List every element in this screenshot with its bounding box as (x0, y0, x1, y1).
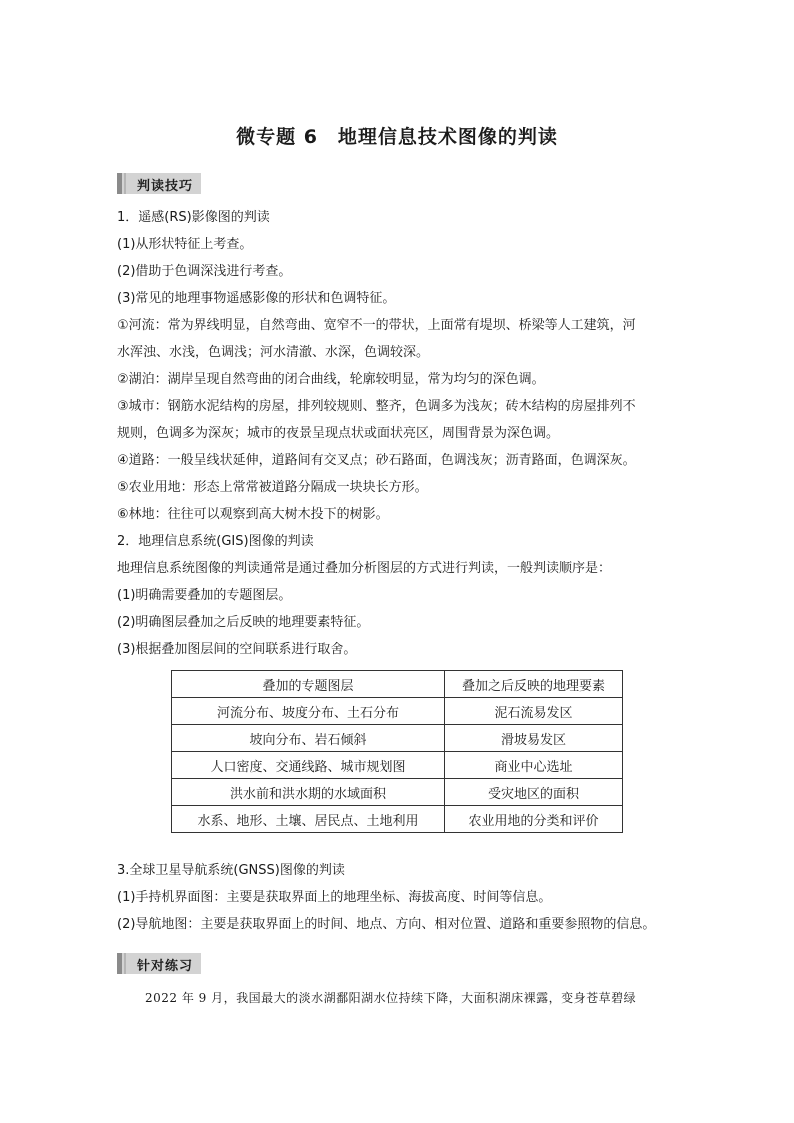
section-badge-practice (117, 953, 201, 974)
table-row (172, 752, 623, 779)
table-cell: 洪水前和洪水期的水域面积 (172, 779, 445, 806)
gis-overlay-table (171, 670, 623, 833)
exercise-text: 2022 年 9 月，我国最大的淡水湖鄱阳湖水位持续下降，大面积湖床裸露，变身苍草碧绿 (145, 991, 637, 1005)
table-header-row (172, 671, 623, 698)
rs-city-line-1: ③城市：钢筋水泥结构的房屋，排列较规则、整齐，色调多为浅灰；砖木结构的房屋排列不 (117, 399, 636, 414)
gis-heading: 2．地理信息系统(GIS)图像的判读 (117, 534, 314, 549)
table-cell: 水系、地形、土壤、居民点、土地利用 (172, 806, 445, 833)
table-cell: 受灾地区的面积 (445, 779, 623, 806)
table-cell: 农业用地的分类和评价 (445, 806, 623, 833)
rs-farm: ⑤农业用地：形态上常常被道路分隔成一块块长方形。 (117, 480, 428, 495)
table-cell: 泥石流易发区 (445, 698, 623, 725)
table-cell: 人口密度、交通线路、城市规划图 (172, 752, 445, 779)
gis-point-1: (1)明确需要叠加的专题图层。 (117, 588, 292, 603)
gnss-point-2: (2)导航地图：主要是获取界面上的时间、地点、方向、相对位置、道路和重要参照物的信息。 (117, 917, 656, 932)
section-badge-tips (117, 173, 201, 194)
rs-point-3: (3)常见的地理事物遥感影像的形状和色调特征。 (117, 291, 396, 306)
gnss-point-1: (1)手持机界面图：主要是获取界面上的地理坐标、海拔高度、时间等信息。 (117, 890, 552, 905)
gis-point-2: (2)明确图层叠加之后反映的地理要素特征。 (117, 615, 370, 630)
gis-intro: 地理信息系统图像的判读通常是通过叠加分析图层的方式进行判读，一般判读顺序是： (117, 561, 612, 576)
table-row (172, 698, 623, 725)
rs-point-2: (2)借助于色调深浅进行考查。 (117, 264, 292, 279)
table-row (172, 806, 623, 833)
gis-point-3: (3)根据叠加图层间的空间联系进行取舍。 (117, 642, 357, 657)
rs-heading: 1．遥感(RS)影像图的判读 (117, 210, 270, 225)
section-badge-label: 判读技巧 (137, 179, 194, 194)
table-header-cell: 叠加之后反映的地理要素 (445, 671, 623, 698)
table-cell: 坡向分布、岩石倾斜 (172, 725, 445, 752)
table-header-cell: 叠加的专题图层 (172, 671, 445, 698)
gnss-heading: 3.全球卫星导航系统(GNSS)图像的判读 (117, 863, 345, 878)
rs-lake: ②湖泊：湖岸呈现自然弯曲的闭合曲线，轮廓较明显，常为均匀的深色调。 (117, 372, 545, 387)
rs-point-1: (1)从形状特征上考查。 (117, 237, 253, 252)
rs-city-line-2: 规则，色调多为深灰；城市的夜景呈现点状或面状亮区，周围背景为深色调。 (117, 426, 560, 441)
table-cell: 商业中心选址 (445, 752, 623, 779)
rs-river-line-2: 水浑浊、水浅，色调浅；河水清澈、水深，色调较深。 (117, 345, 430, 360)
rs-road: ④道路：一般呈线状延伸，道路间有交叉点；砂石路面，色调浅灰；沥青路面，色调深灰。 (117, 453, 636, 468)
page-title: 微专题 6 地理信息技术图像的判读 (236, 126, 558, 148)
section-badge-label: 针对练习 (137, 959, 194, 974)
rs-river-line-1: ①河流：常为界线明显，自然弯曲、宽窄不一的带状，上面常有堤坝、桥梁等人工建筑，河 (117, 318, 636, 333)
table-cell: 滑坡易发区 (445, 725, 623, 752)
table-cell: 河流分布、坡度分布、土石分布 (172, 698, 445, 725)
rs-forest: ⑥林地：往往可以观察到高大树木投下的树影。 (117, 507, 389, 522)
table-row (172, 779, 623, 806)
table-row (172, 725, 623, 752)
